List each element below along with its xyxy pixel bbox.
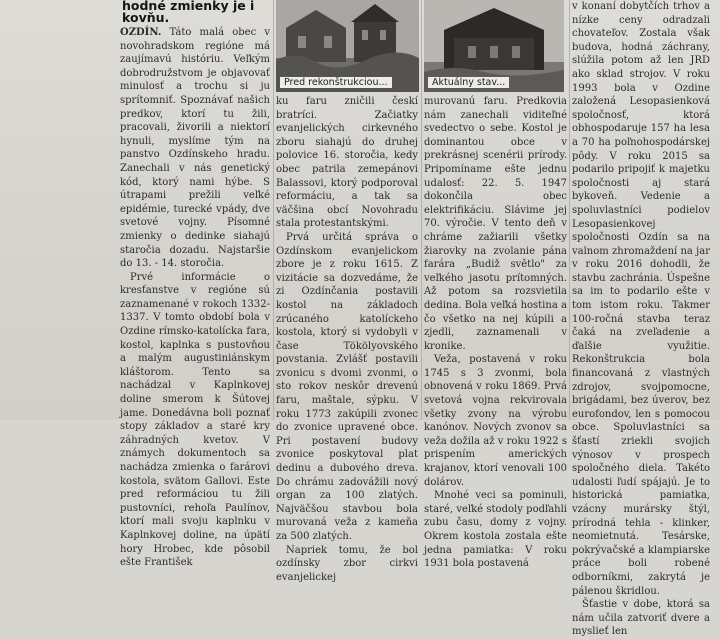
paragraph: Veža, postavená v roku 1745 s 3 zvonmi, bola obnovená v roku 1869. Prvá svetová vojna rekvirovala všetky zvony na výrobu kanónov. Nových zvonov sa veža dožila až v roku 1922 s prispením amerických krajanov, ktorí venovali 100 dolárov. (424, 354, 567, 488)
article-column-2 (276, 0, 418, 583)
dateline-place: OZDÍN. (120, 27, 162, 38)
paragraph: ku faru zničili českí bratríci. Začiatky evanjelických cirkevného zboru siahajú do druhej polovice 16. storočia, kedy obec patrila zemepánovi Balassovi, ktorý podporoval reformáciu, a tak sa väčšina obcí Novohradu stala protestantskými. (276, 96, 418, 230)
column-divider (273, 0, 274, 420)
paragraph: Šťastie v dobe, ktorá sa nám učila zatvoriť dvere a myslieť len (572, 599, 710, 638)
paragraph: Prvá určitá správa o Ozdínskom evanjelickom zbore je z roku 1615. Z vizitácie sa dozvedáme, že zi Ozdínčania postavili kostol na základoch zrúcaného katolíckeho kostola, ktorý si vydobyli v čase Tökölyovského povstania. Zvlášť postavili zvonicu s dvomi zvonmi, o sto rokov neskôr drevenú faru, maštale, sýpku. V roku 1773 zakúpili zvonec do zvonice upravené obce. Pri postavení budovy zvonice poskytoval plat dedinu a dubového dreva. Do chrámu zadovážili nový organ za 100 zlatých. Najväčšou stavbou bola murovaná veža z kameňa za 500 zlatých. (276, 231, 418, 542)
photo-caption-before: Pred rekonštrukciou... (280, 77, 392, 88)
photo-caption-after: Aktuálny stav... (428, 77, 509, 88)
paragraph: v konaní dobytčích trhov a nízke ceny odradzali chovateľov. Zostala však budova, hodná záchrany, slúžila potom až len JRD ako sklad strojov. V roku 1993 bola v Ozdine založená Lesopasienková spoločnosť, ktorá obhospodaruje 157 ha lesa a 70 ha poľnohospodárskej pôdy. V roku 2015 sa podarilo pripojiť k majetku spoločnosti aj stará bykoveň. Vedenie a spoluvlastníci podielov Lesopasienkovej spoločnosti Ozdín sa na valnom zhromaždení na jar v roku 2016 dohodli, že stavbu zachránia. Úspešne sa im to podarilo ešte v tom istom roku. Takmer 100-ročná stavba teraz čaká na zveľadenie a ďalšie využitie. Rekonštrukcia bola financovaná z vlastných zdrojov, svojpomocne, brigádami, bez úverov, bez eurofondov, len s pomocou obce. Spoluvlastníci sa šťastí zriekli svojich výnosov v prospech spoločného diela. Takéto udalosti ľudí spájajú. Je to historická pamiatka, vzácny murársky štýl, prírodná tehla - klinker, neomietnutá. Tesárske, pokrývačské a klampiarske práce boli robené odborníkmi, zakrytá je pálenou škridlou. (572, 1, 710, 597)
column-divider (421, 0, 422, 420)
paragraph: murovanú faru. Predkovia nám zanechali viditeľné svedectvo o sebe. Kostol je dominantou obce v prekrásnej scenérii prírody. Pripomíname ešte jednu udalosť: 22. 5. 1947 dokončila obec elektrifikáciu. Slávime jej 70. výročie. V tento deň v chráme zažiarili všetky žiarovky na zvolanie pána farára „Budiž světlo" za veľkého jasotu prítomných. Až potom sa rozsvietila dedina. Bola veľká hostina a čo všetko na nej kúpili a zjedli, zaznamenali v kronike. (424, 96, 567, 352)
paragraph-text: Táto malá obec v novohradskom regióne má zaujímavú históriu. Veľkým dobrodružstvom je objavovať minulosť a trochu si ju sprítomniť. Spoznávať našich predkov, ktorí tu žili, pracovali, živorili a niektorí hynuli, myslíme tým na panstvo Ozdínskeho hradu. Zanechali v nás genetický kód, ktorý nami hýbe. S útrapami prežili veľké epidémie, turecké vpády, dve svetové vojny. Písomné zmienky o dedinke siahajú staročia dozadu. Najstaršie do 13. - 14. storočia. (120, 27, 270, 270)
paragraph: Prvé informácie o kresťanstve v regióne sú zaznamenané v rokoch 1332-1337. V tomto období bola v Ozdine rímsko-katolícka fara, kostol, kaplnka s pustovňou a malým augustiniánskym kláštorom. Tento sa nachádzal v Kaplnkovej doline smerom k Šútovej jame. Donedávna boli poznať stopy základov a staré kry záhradných kvetov. V známych dokumentoch sa nachádza zmienka o farárovi kostola, svätom Gallovi. Este pred reformáciou tu žili pustovníci, rehoľa Paulínov, ktorí mali svoju kaplnku v Kaplnkovej doline, na úpätí hory Hrobec, kde pôsobil ešte František (120, 271, 270, 569)
headline-line-1: hodné zmienky je i (122, 0, 255, 13)
paragraph (120, 26, 270, 271)
column-divider (569, 0, 570, 420)
paragraph: Napriek tomu, že bol ozdínsky zbor cirkvi evanjelickej (276, 544, 418, 583)
paragraph: Mnohé veci sa pominuli, staré, veľké stodoly podľahli zubu času, domy z vojny. Okrem kostola zostala ešte jedna pamiatka: V roku 1931 bola postavená (424, 490, 567, 570)
article-column-3 (424, 0, 567, 570)
headline-line-2: kovňu. (122, 10, 170, 25)
article-column-4 (572, 0, 710, 638)
article-column-1 (120, 0, 270, 569)
